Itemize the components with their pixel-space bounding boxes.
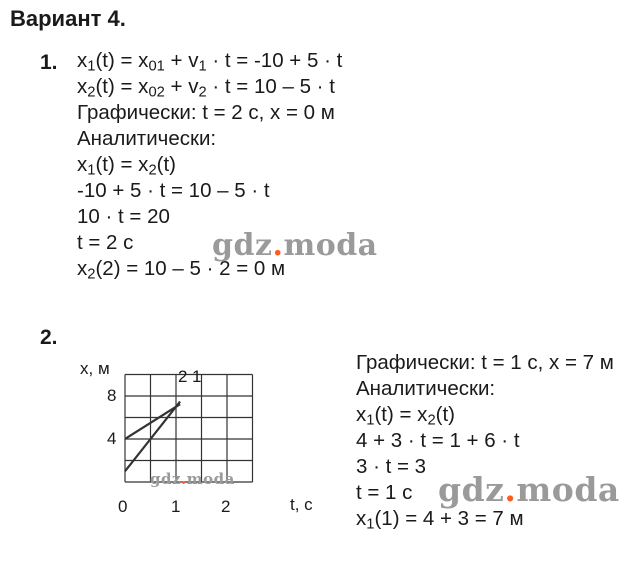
watermark-gdz-moda: gdz.moda bbox=[212, 228, 378, 263]
p1-graphical-answer: Графически: t = 2 с, x = 0 м bbox=[77, 101, 335, 124]
page-title: Вариант 4. bbox=[10, 6, 126, 31]
problem-2-number: 2. bbox=[40, 326, 58, 349]
watermark-gdz-moda: gdz.moda bbox=[150, 470, 235, 488]
p2-eq-4: t = 1 с bbox=[356, 481, 413, 504]
x-tick-label-1: 1 bbox=[171, 497, 181, 516]
p1-eq-6: t = 2 с bbox=[77, 231, 134, 254]
p2-graphical-answer: Графически: t = 1 с, x = 7 м bbox=[356, 351, 614, 374]
p1-analytical-heading: Аналитически: bbox=[77, 127, 217, 150]
p2-analytical-heading: Аналитически: bbox=[356, 377, 496, 400]
p2-eq-5: $x_1(1) = 4 + 3 = 7$ м bbox=[356, 507, 524, 533]
p1-eq-3: $x_1(t) = x_2(t)$ bbox=[77, 153, 177, 179]
series-line-1 bbox=[125, 404, 180, 439]
graph-grid bbox=[125, 375, 253, 483]
x-tick-label-2: 2 bbox=[221, 497, 231, 516]
p1-eq-1: $x_1(t) = x_{01} + v_1 \cdot t = -10 + 5 \cdot t$ bbox=[77, 49, 343, 75]
watermark-gdz-moda: gdz.moda bbox=[438, 470, 620, 509]
y-tick-label-4: 4 bbox=[107, 429, 117, 448]
p1-eq-7: $x_2(2) = 10 - 5 \cdot 2 = 0$ м bbox=[77, 257, 286, 283]
x-axis-label: t, с bbox=[290, 495, 313, 514]
y-axis-label: x, м bbox=[80, 359, 110, 378]
x-tick-label-0: 0 bbox=[118, 497, 128, 516]
problem-1-number: 1. bbox=[40, 51, 58, 74]
p1-eq-4: -10 + 5 · t = 10 – 5 · t bbox=[77, 179, 270, 202]
line-label-1: 1 bbox=[192, 367, 202, 386]
p1-eq-2: $x_2(t) = x_{02} + v_2 \cdot t = 10 - 5 \cdot t$ bbox=[77, 75, 335, 101]
line-label-2: 2 bbox=[178, 367, 188, 386]
y-tick-label-8: 8 bbox=[107, 386, 117, 405]
p2-eq-3: 3 · t = 3 bbox=[356, 455, 427, 478]
motion-graph bbox=[70, 352, 332, 522]
p2-eq-2: 4 + 3 · t = 1 + 6 · t bbox=[356, 429, 520, 452]
p2-eq-1: $x_1(t) = x_2(t)$ bbox=[356, 403, 456, 429]
p1-eq-5: 10 · t = 20 bbox=[77, 205, 170, 228]
